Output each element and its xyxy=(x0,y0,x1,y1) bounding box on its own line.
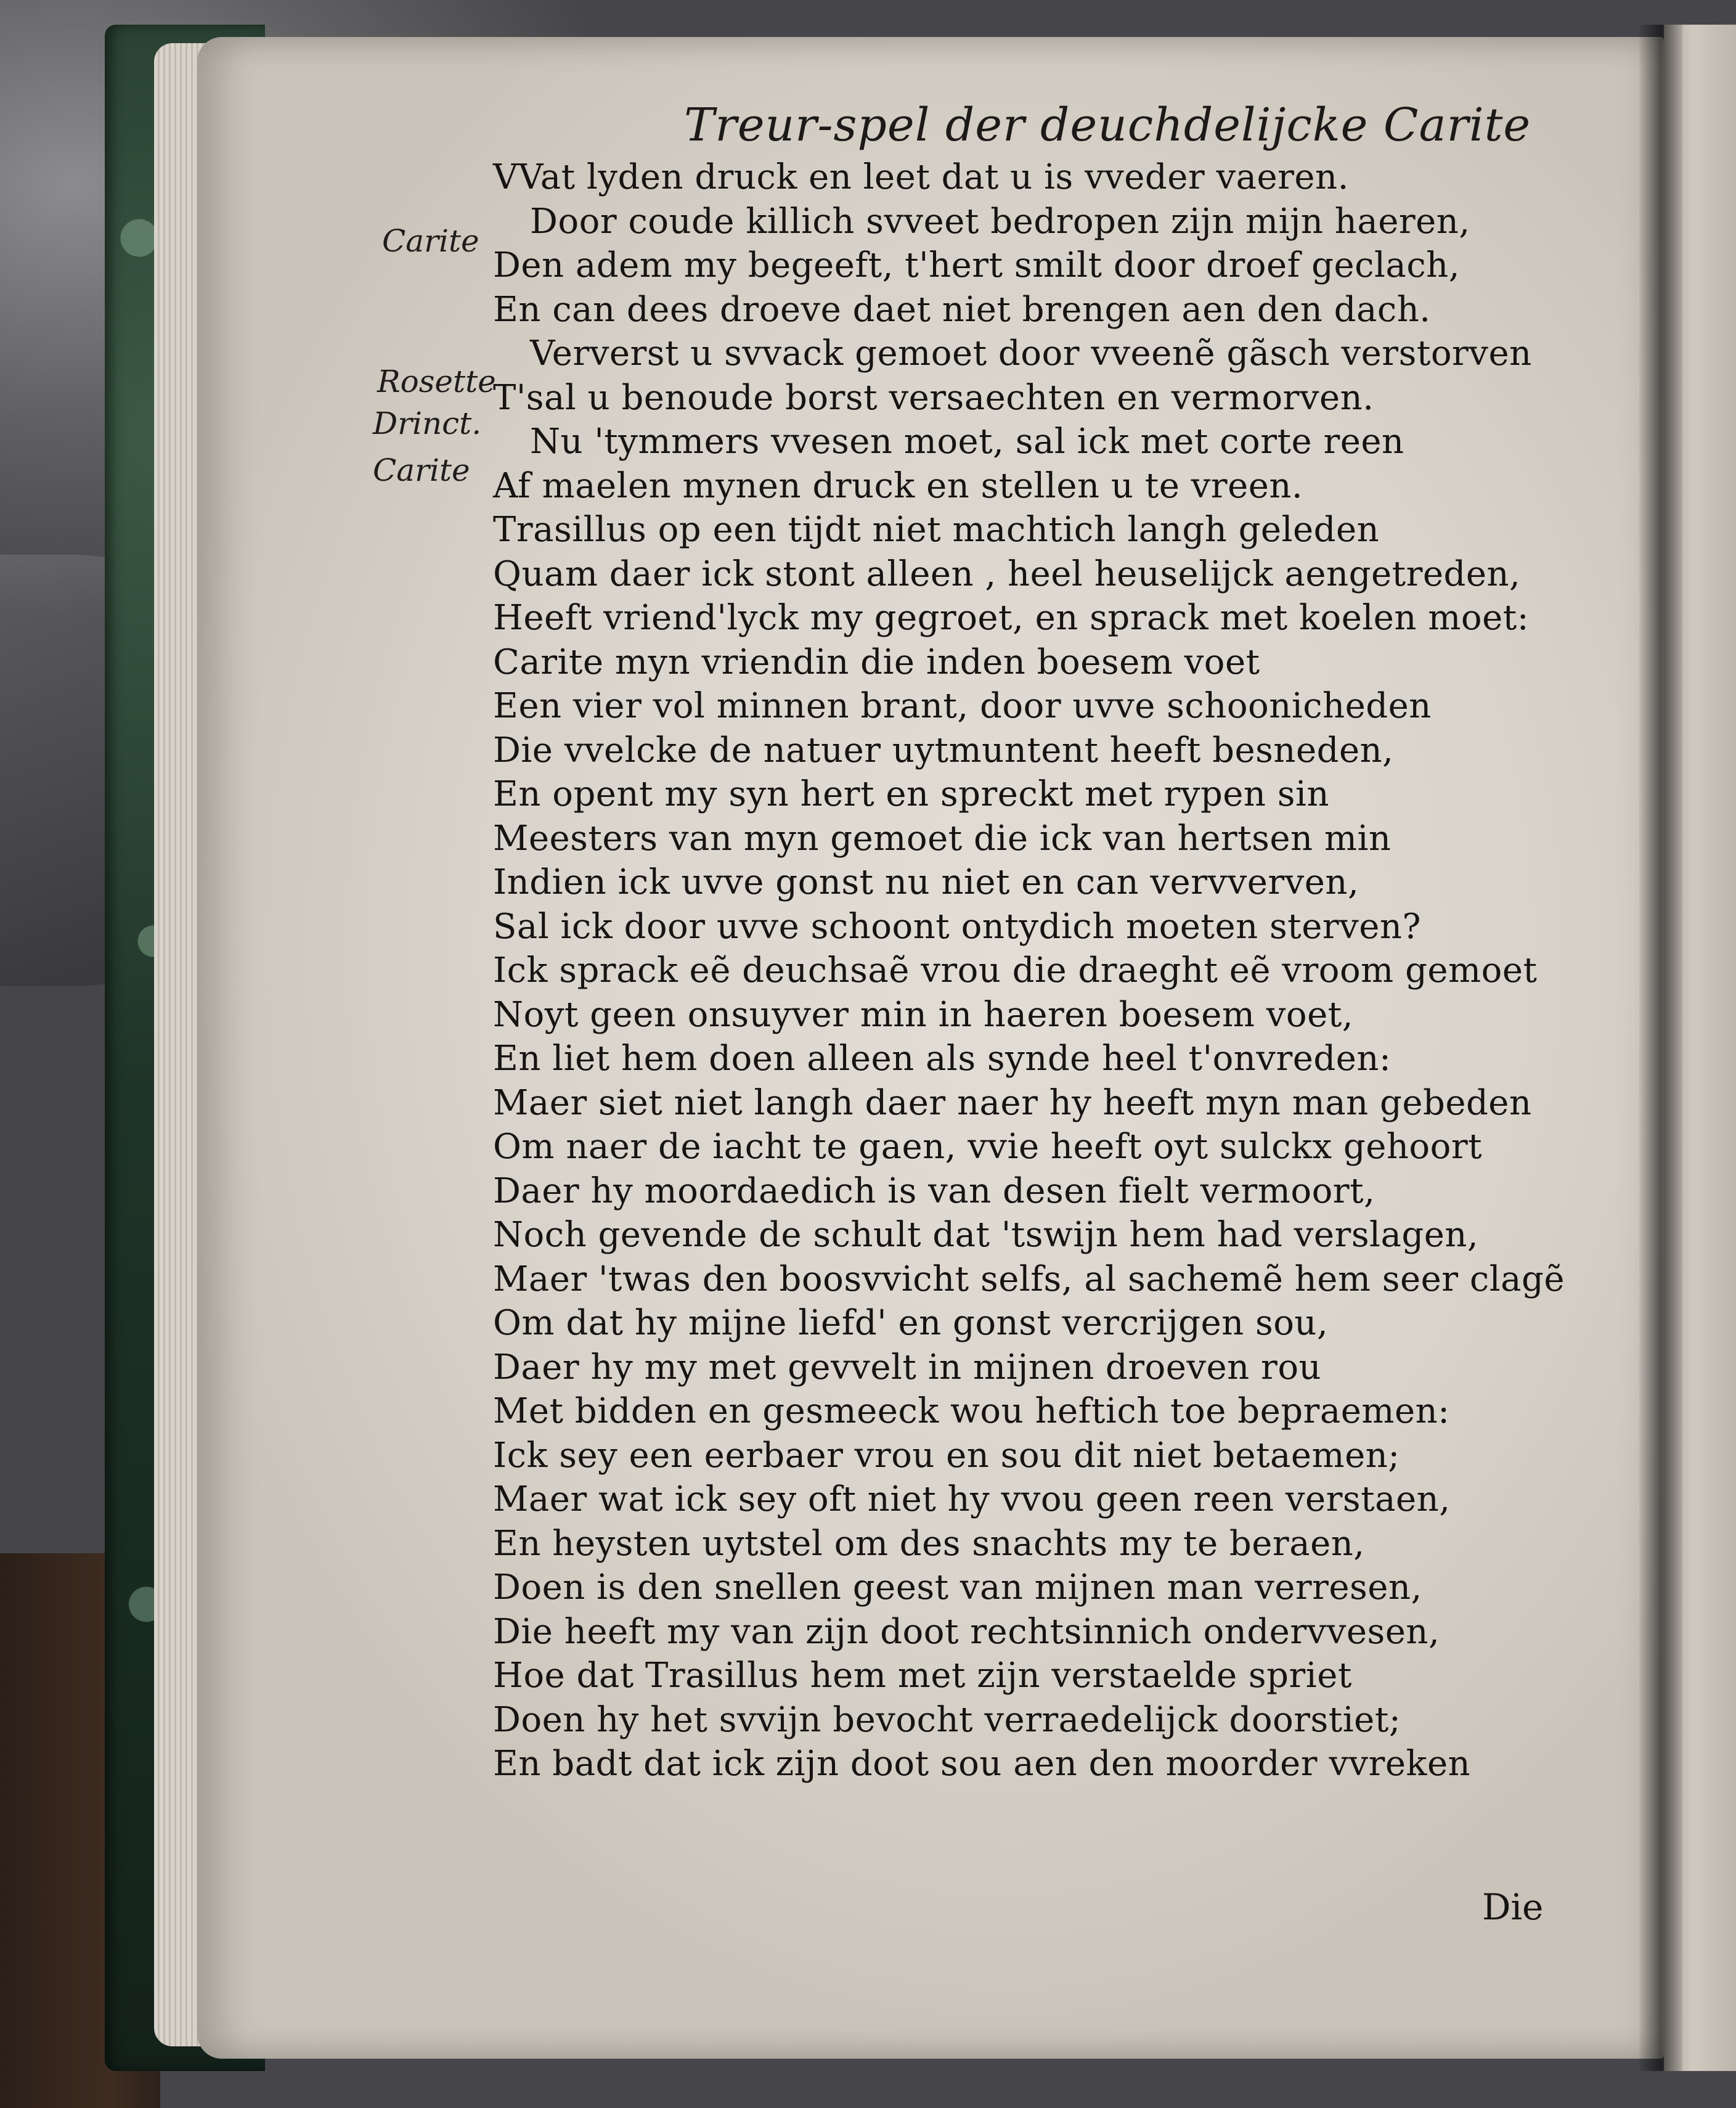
speaker-rosette: Rosette xyxy=(377,364,496,399)
verse-line: En heysten uytstel om des snachts my te beraen, xyxy=(493,1523,1365,1564)
speaker-carite-2: Carite xyxy=(373,452,470,488)
verse-line: Noyt geen onsuyver min in haeren boesem voet, xyxy=(493,994,1354,1035)
verse-line: En badt dat ick zijn doot sou aen den moorder vvreken xyxy=(493,1744,1471,1784)
speaker-carite: Carite xyxy=(382,223,479,259)
verse-line: Af maelen mynen druck en stellen u te vreen. xyxy=(493,465,1303,506)
verse-line: Den adem my begeeft, t'hert smilt door droef geclach, xyxy=(493,245,1461,285)
verse-line: En can dees droeve daet niet brengen aen den dach. xyxy=(493,289,1431,330)
verse-line: Sal ick door uvve schoont ontydich moeten sterven? xyxy=(493,906,1421,947)
verse-line: Ick sey een eerbaer vrou en sou dit niet betaemen; xyxy=(493,1435,1400,1476)
verse-line: Daer hy my met gevvelt in mijnen droeven rou xyxy=(493,1347,1322,1387)
verse-line: Een vier vol minnen brant, door uvve schoonicheden xyxy=(493,686,1432,726)
verse-line: Trasillus op een tijdt niet machtich langh geleden xyxy=(493,510,1380,550)
verse-line: Quam daer ick stont alleen , heel heuselijck aengetreden, xyxy=(493,554,1521,594)
verse-line: Om dat hy mijne liefd' en gonst vercrijgen sou, xyxy=(493,1303,1329,1343)
verse-line: Indien ick uvve gonst nu niet en can vervverven, xyxy=(493,862,1359,902)
verse-line: Heeft vriend'lyck my gegroet, en sprack met koelen moet: xyxy=(493,598,1530,638)
verse-line: T'sal u benoude borst versaechten en vermorven. xyxy=(493,377,1374,418)
verse-line: Doen is den snellen geest van mijnen man verresen, xyxy=(493,1567,1422,1608)
verse-line: Maer 'twas den boosvvicht selfs, al sachemẽ hem seer clagẽ xyxy=(493,1259,1565,1299)
verse-line: Hoe dat Trasillus hem met zijn verstaelde spriet xyxy=(493,1656,1352,1696)
verse-line: Maer wat ick sey oft niet hy vvou geen reen verstaen, xyxy=(493,1479,1451,1519)
speaker-drinct: Drinct. xyxy=(373,406,482,441)
verse-line: VVat lyden druck en leet dat u is vveder vaeren. xyxy=(493,157,1349,197)
catchword: Die xyxy=(1482,1886,1544,1928)
verse-line: Noch gevende de schult dat 'tswijn hem had verslagen, xyxy=(493,1215,1479,1255)
verse-line: Die heeft my van zijn doot rechtsinnich ondervvesen, xyxy=(493,1611,1440,1652)
verse-line: En opent my syn hert en spreckt met rypen sin xyxy=(493,774,1330,814)
verse-line: Maer siet niet langh daer naer hy heeft myn man gebeden xyxy=(493,1082,1532,1123)
verse-line: Meesters van myn gemoet die ick van hertsen min xyxy=(493,818,1392,859)
verse-line: En liet hem doen alleen als synde heel t'onvreden: xyxy=(493,1039,1392,1079)
verse-line: Door coude killich svveet bedropen zijn mijn haeren, xyxy=(530,201,1470,242)
verse-line: Daer hy moordaedich is van desen fielt vermoort, xyxy=(493,1170,1375,1211)
verse-line: Om naer de iacht te gaen, vvie heeft oyt sulckx gehoort xyxy=(493,1127,1483,1167)
verse-line: Nu 'tymmers vvesen moet, sal ick met corte reen xyxy=(530,422,1404,462)
verse-line: Doen hy het svvijn bevocht verraedelijck doorstiet; xyxy=(493,1699,1401,1740)
verse-line: Met bidden en gesmeeck wou heftich toe bepraemen: xyxy=(493,1391,1450,1431)
gutter-shadow xyxy=(1639,25,1682,2071)
verse-line: Ververst u svvack gemoet door vveenẽ gãsch verstorven xyxy=(530,333,1532,374)
running-head: Treur-spel der deuchdelijcke Carite xyxy=(684,99,1531,152)
verse-text xyxy=(493,155,1602,1786)
verse-line: Die vvelcke de natuer uytmuntent heeft besneden, xyxy=(493,730,1394,770)
verse-line: Carite myn vriendin die inden boesem voet xyxy=(493,642,1260,682)
verse-line: Ick sprack eẽ deuchsaẽ vrou die draeght eẽ vroom gemoet xyxy=(493,950,1538,991)
